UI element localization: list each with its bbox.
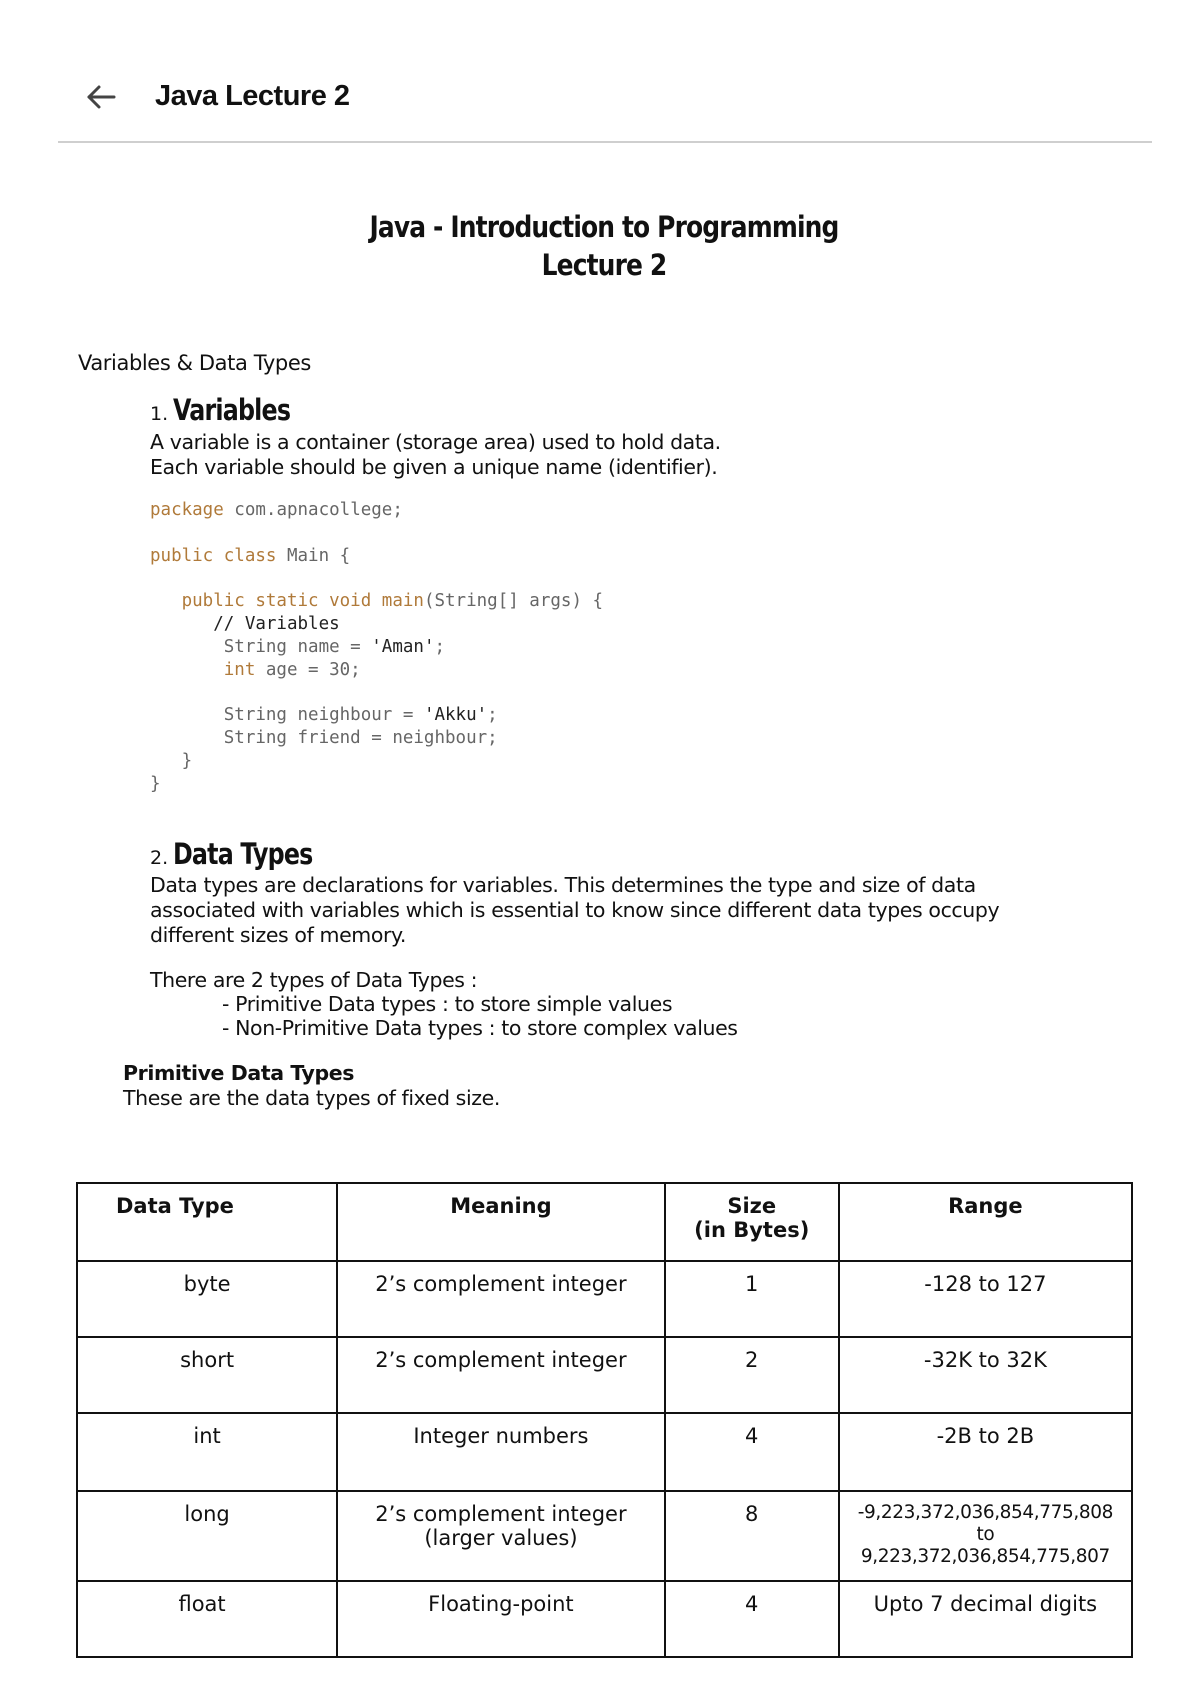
- document-title: [85, 208, 1124, 284]
- primitive-desc: These are the data types of fixed size.: [123, 1086, 500, 1110]
- cell-range: -32K to 32K: [839, 1337, 1132, 1413]
- code-block: [150, 499, 603, 795]
- cell-type: float: [77, 1581, 337, 1657]
- data-types-line3: different sizes of memory.: [150, 923, 406, 947]
- code-line-3: public static void main(String[] args) {: [150, 591, 604, 612]
- cell-meaning: [337, 1491, 665, 1581]
- code-line-8: String friend = neighbour;: [150, 727, 498, 748]
- table-row: [77, 1491, 1132, 1581]
- data-types-number: 2.: [150, 847, 169, 869]
- cell-size: 4: [665, 1413, 839, 1491]
- code-line-6: int age = 30;: [150, 659, 361, 680]
- section-heading: Variables & Data Types: [78, 351, 311, 375]
- header-size-line1: Size: [727, 1194, 777, 1218]
- cell-range: -128 to 127: [839, 1261, 1132, 1337]
- cell-type: byte: [77, 1261, 337, 1337]
- table-row: [77, 1413, 1132, 1491]
- data-types-line1: Data types are declarations for variables. This determines the type and size of data: [150, 873, 976, 897]
- primitive-types-table: [76, 1182, 1133, 1658]
- cell-meaning: Floating-point: [337, 1581, 665, 1657]
- variables-label: Variables: [173, 393, 291, 427]
- header-meaning: Meaning: [337, 1183, 665, 1261]
- cell-type: long: [77, 1491, 337, 1581]
- cell-range-line1: -9,223,372,036,854,775,808: [857, 1502, 1113, 1523]
- types-intro: There are 2 types of Data Types :: [150, 968, 478, 992]
- cell-meaning: 2’s complement integer: [337, 1261, 665, 1337]
- cell-range: Upto 7 decimal digits: [839, 1581, 1132, 1657]
- header-size-line2: (in Bytes): [694, 1218, 810, 1242]
- cell-type: int: [77, 1413, 337, 1491]
- data-types-label: Data Types: [173, 837, 313, 871]
- table-row: [77, 1261, 1132, 1337]
- arrow-left-icon[interactable]: [84, 80, 118, 114]
- app-header: [0, 0, 1200, 143]
- primitive-heading: Primitive Data Types: [123, 1061, 355, 1085]
- type-non-primitive: - Non-Primitive Data types : to store complex values: [222, 1016, 738, 1040]
- code-line-10: }: [150, 773, 161, 794]
- header-title: Java Lecture 2: [155, 80, 350, 112]
- variables-line2: Each variable should be given a unique name (identifier).: [150, 455, 718, 479]
- code-line-9: }: [150, 750, 193, 771]
- cell-range-line2: to: [976, 1524, 995, 1545]
- header-divider: [58, 141, 1152, 143]
- header-data-type: Data Type: [77, 1183, 337, 1261]
- cell-size: 8: [665, 1491, 839, 1581]
- code-line-2: public class Main {: [150, 545, 351, 566]
- cell-type: short: [77, 1337, 337, 1413]
- cell-range: [839, 1491, 1132, 1581]
- document-title-line1: Java - Introduction to Programming: [369, 210, 839, 244]
- cell-meaning-line2: (larger values): [424, 1526, 578, 1550]
- type-primitive: - Primitive Data types : to store simple values: [222, 992, 673, 1016]
- cell-size: 4: [665, 1581, 839, 1657]
- cell-range-line3: 9,223,372,036,854,775,807: [860, 1546, 1110, 1567]
- variables-number: 1.: [150, 403, 169, 425]
- table-header-row: [77, 1183, 1132, 1261]
- cell-size: 1: [665, 1261, 839, 1337]
- cell-size: 2: [665, 1337, 839, 1413]
- cell-range: -2B to 2B: [839, 1413, 1132, 1491]
- cell-meaning: Integer numbers: [337, 1413, 665, 1491]
- header-range: Range: [839, 1183, 1132, 1261]
- code-line-4: // Variables: [150, 613, 340, 634]
- cell-meaning-line1: 2’s complement integer: [375, 1502, 627, 1526]
- table-row: [77, 1581, 1132, 1657]
- header-size: [665, 1183, 839, 1261]
- table-row: [77, 1337, 1132, 1413]
- code-line-5: String name = 'Aman';: [150, 636, 446, 657]
- variables-heading: [150, 393, 316, 427]
- variables-line1: A variable is a container (storage area) used to hold data.: [150, 430, 721, 454]
- cell-meaning: 2’s complement integer: [337, 1337, 665, 1413]
- code-line-7: String neighbour = 'Akku';: [150, 705, 498, 726]
- code-line-1: package com.apnacollege;: [150, 500, 403, 520]
- data-types-line2: associated with variables which is essential to know since different data types occupy: [150, 898, 1000, 922]
- document-title-line2: Lecture 2: [541, 248, 667, 282]
- data-types-heading: [150, 837, 343, 871]
